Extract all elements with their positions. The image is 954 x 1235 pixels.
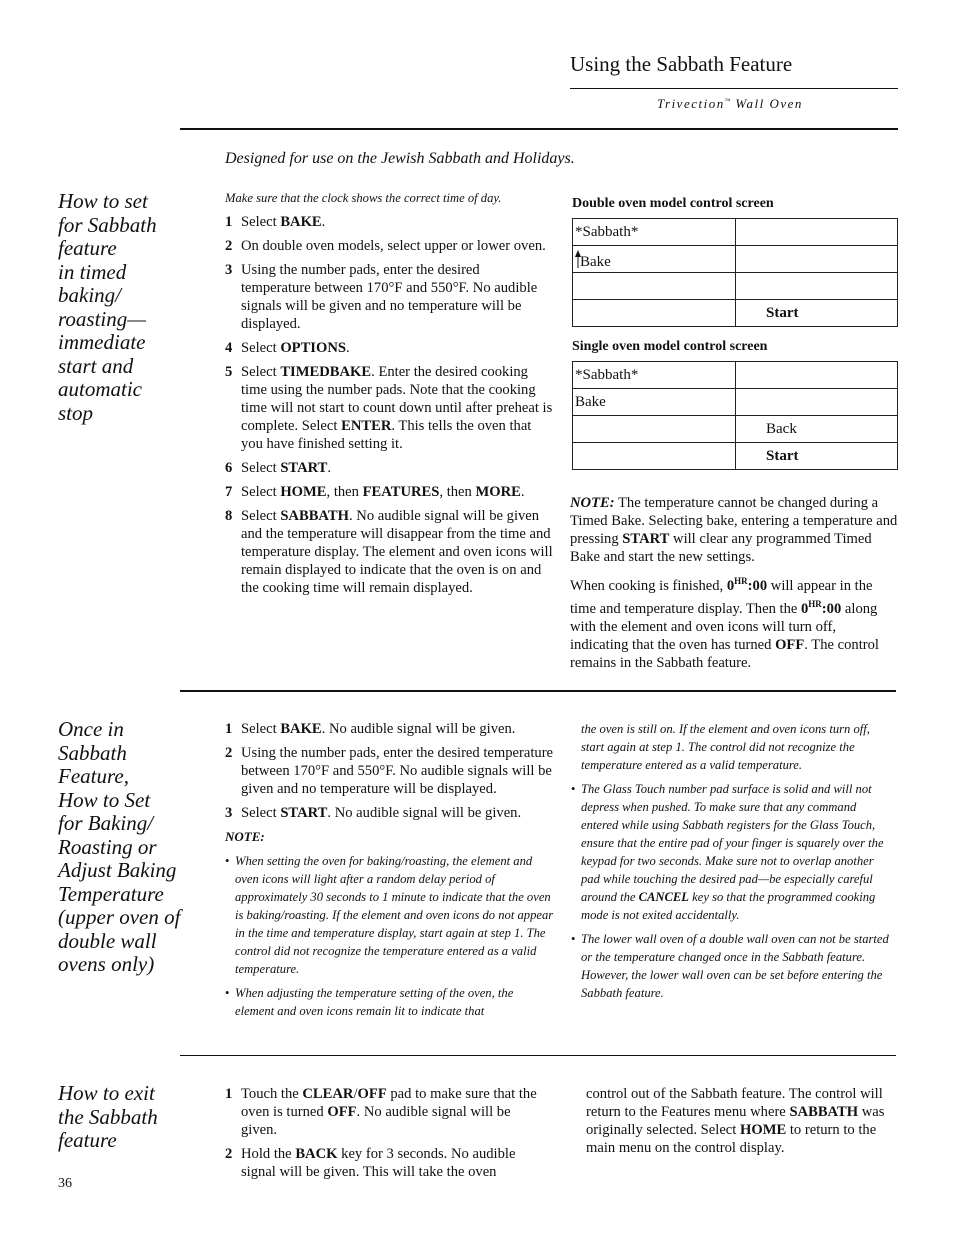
text-run: Select [241,214,281,230]
subtitle-tail: Wall Oven [730,96,803,111]
screen-left-label: Bake [575,393,606,410]
text-run: Using the number pads, enter the desired temperature between 170°F and 550°F. No audible signals will be given and no temperature will be displayed. [241,262,538,332]
text-run: Select [241,460,281,476]
step-number: 6 [225,460,233,476]
step-text [241,238,546,254]
screen-row [573,300,898,327]
bullet-glass-touch [571,780,893,924]
section1-notes [570,494,898,678]
step-text [241,721,515,737]
heading-line: stop [58,400,94,425]
screen-right-cell [736,362,898,389]
text-run: Touch the [241,1086,303,1102]
step-number: 4 [225,340,233,356]
selection-cursor-icon [575,250,580,266]
heading-line: for Sabbath [58,212,157,237]
product-subtitle [657,96,803,112]
text-run: . This tells the oven that you have finished setting it. [241,418,532,452]
text-run: Hold the [241,1146,296,1162]
step-text [241,364,552,452]
step-text [241,262,537,332]
screen-row [573,416,898,443]
text-run: control out of the Sabbath feature. The control will return to the Features menu where [586,1086,883,1120]
heading-line: (upper oven of [58,905,181,929]
bold-term: BAKE [280,721,322,737]
text-run: Select [241,508,281,524]
step-item [225,507,553,597]
bold-term: CANCEL [638,890,689,904]
clock-note: Make sure that the clock shows the correct time of day. [225,191,502,205]
bullet-lower-oven: • The lower wall oven of a double wall oven can not be started or the temperature changed once in the Sabbath feature. However, the lower wall oven can be set before entering the Sabbath feature. [571,930,893,1002]
bold-term: FEATURES [362,484,440,500]
text-run: On double oven models, select upper or lower oven. [241,238,546,254]
bold-term: BACK [295,1146,338,1162]
heading-line: roasting— [58,306,146,331]
section-divider [180,1055,896,1056]
screen-left-label: Bake [580,253,611,270]
screen-right-cell[interactable] [736,443,898,470]
step-text [241,745,553,797]
bold-term: SABBATH [280,508,349,524]
heading-line: feature [58,1128,117,1152]
text-run: was originally selected. Select [586,1104,885,1138]
section3-heading [58,1082,208,1153]
heading-line: How to exit [58,1081,155,1105]
text-run: . No audible signal will be given. [321,721,516,737]
step-text [241,340,350,356]
text-run: key for 3 seconds. No audible signal will be given. This will take the oven [241,1146,516,1180]
text-run: . [321,214,326,230]
text-run: / [353,1086,358,1102]
step-text [241,214,325,230]
text-run: When cooking is finished, [570,577,727,594]
step-item [225,363,553,453]
text-run: . No audible signal will be given. [241,1104,511,1138]
heading-line: feature [58,236,117,260]
bold-term: OPTIONS [280,340,346,356]
finish-paragraph [570,572,898,672]
bullet-baking-roasting: • When setting the oven for baking/roasting, the element and oven icons will light after a random delay period of approximately 30 seconds to 1 minute to indicate that the oven is baking/roasting. If the element and oven icons do not appear in the time and temperature display, start again at step 1. The control did not recognize the temperature entered as a valid temperature. [225,852,555,978]
screen-left-cell [573,416,736,443]
section2-note-label: NOTE: [225,829,265,844]
bold-term: HOME [740,1122,787,1138]
step-item [225,339,553,357]
section2-heading [58,718,208,977]
heading-line: start and [58,353,134,378]
section1-steps [225,213,553,597]
bold-term: OFF [357,1086,387,1102]
heading-line: the Sabbath [58,1104,158,1129]
text-run: along with the element and oven icons will turn off, indicating that the oven has turned [570,600,878,653]
text-run: will appear in the time and temperature display. Then the [570,577,873,617]
single-oven-screen [572,361,898,470]
bold-term: :00 [821,600,842,617]
step-text [241,460,331,476]
text-run: to return to the main menu on the control display. [586,1122,877,1156]
screen-right-label: Back [766,420,797,437]
step-text [241,508,553,596]
heading-line: How to set [58,189,148,213]
section2-left-column [225,720,555,1026]
text-run: pad to make sure that the oven is turned [241,1086,537,1120]
step-item [225,744,555,798]
section3-continuation [586,1085,900,1157]
bold-term: ENTER [341,418,392,434]
step-number: 2 [225,238,233,254]
bold-term: TIMEDBAKE [280,364,372,380]
heading-line: Once in [58,717,124,741]
text-run: Using the number pads, enter the desired temperature between 170°F and 550°F. No audible signals will be given and no temperature will be displayed. [241,745,554,797]
bold-term: CLEAR [302,1086,354,1102]
heading-line: How to Set [58,787,151,812]
screen-left-cell[interactable] [573,246,736,273]
page-title: Using the Sabbath Feature [570,52,793,76]
screen-row [573,362,898,389]
heading-line: double wall [58,928,157,953]
bold-term: BAKE [280,214,322,230]
hour-superscript: HR [734,576,748,586]
bold-term: OFF [775,636,805,653]
screen-left-cell[interactable] [573,219,736,246]
step-number: 3 [225,805,233,821]
screen-row [573,246,898,273]
page-number: 36 [58,1176,72,1191]
bold-term: START [280,460,328,476]
single-oven-label: Single oven model control screen [572,339,768,354]
heading-line: immediate [58,330,146,354]
screen-right-cell [736,389,898,416]
bold-term: SABBATH [789,1104,859,1120]
step-number: 1 [225,1086,233,1102]
bold-term: MORE [475,484,521,500]
subtitle-brand: Trivection [657,96,725,111]
double-oven-label: Double oven model control screen [572,196,774,211]
timed-bake-note [570,494,898,566]
heading-line: Feature, [58,764,129,788]
section1-heading [58,190,208,425]
step-item [225,261,553,333]
bold-term: 0 [801,600,809,617]
screen-right-cell [736,246,898,273]
step-text [241,805,521,821]
text-run: Select [241,805,281,821]
screen-left-cell[interactable] [573,362,736,389]
timed-bake-note-text [570,495,897,565]
text-run: . [520,484,525,500]
step-item [225,237,553,255]
step-number: 2 [225,1146,233,1162]
bold-term: OFF [327,1104,357,1120]
step-number: 2 [225,745,233,761]
hour-superscript: HR [808,598,822,609]
text-run: The temperature cannot be changed during a Timed Bake. Selecting bake, entering a temperature and pressing [570,495,898,547]
text-run: , then [439,484,476,500]
screen-right-label: Start [766,447,799,464]
screen-row [573,219,898,246]
screen-right-cell[interactable] [736,300,898,327]
screen-right-cell [736,273,898,300]
screen-left-label: *Sabbath* [575,366,639,383]
step-text [241,1086,537,1138]
bullet-adjusting-temp-cont: the oven is still on. If the element and oven icons turn off, start again at step 1. The control did not recognize the temperature entered as a valid temperature. [581,722,870,772]
bullet-adjusting-temp: • When adjusting the temperature setting of the oven, the element and oven icons remain lit to indicate that [225,984,555,1020]
heading-line: ovens only) [58,952,155,976]
trademark-mark: ™ [724,98,731,105]
text-run: . No audible signal will be given and the temperature will disappear from the time and temperature display. The element and oven icons will remain displayed to indicate that the oven is on and the cooking time will remain displayed. [241,508,553,596]
screen-row [573,443,898,470]
bold-term: :00 [747,577,768,594]
heading-line: Adjust Baking [58,858,177,882]
bold-term: 0 [726,577,735,594]
step-item [225,1145,547,1181]
step-number: 8 [225,508,233,524]
step-item [225,720,555,738]
text-run: will clear any programmed Timed Bake and start the new settings. [570,531,872,565]
control-screens [572,196,898,470]
screen-left-cell[interactable] [573,389,736,416]
screen-left-cell [573,273,736,300]
text-run: The Glass Touch number pad surface is solid and will not depress when pushed. To make sure that any command entered while using Sabbath registers for the Glass Touch, ensure that the entire pad of your finger is squarely over the keypad for two seconds. Make sure not to overlap another pad while touching the desired pad—be especially careful around the [581,782,884,904]
heading-line: for Baking/ [58,811,154,835]
heading-line: baking/ [58,283,121,307]
step-text [241,1146,515,1180]
section3-steps-column [225,1085,547,1187]
section-divider [180,690,896,692]
text-run: . The control remains in the Sabbath feature. [570,636,879,671]
text-run: . No audible signal will be given. [327,805,522,821]
step-number: 5 [225,364,233,380]
step-item [225,483,553,501]
text-run: . [327,460,332,476]
double-oven-screen [572,218,898,327]
heading-line: Temperature [58,881,164,906]
step-number: 1 [225,721,233,737]
screen-left-label: *Sabbath* [575,223,639,240]
screen-left-cell [573,300,736,327]
heading-line: in timed [58,259,127,284]
bold-term: HOME [280,484,327,500]
screen-row [573,273,898,300]
bold-term: START [280,805,328,821]
note-label: NOTE: [570,495,615,511]
text-run: Select [241,721,281,737]
text-run: Select [241,364,281,380]
bold-term: START [622,531,670,547]
step-item [225,213,553,231]
section2-right-column [571,720,893,1008]
intro-text: Designed for use on the Jewish Sabbath and Holidays. [225,150,575,167]
text-run: . [346,340,350,356]
screen-row [573,389,898,416]
section-divider [180,128,898,130]
text-run: Select [241,484,281,500]
step-number: 7 [225,484,233,500]
step-text [241,484,525,500]
screen-right-cell [736,219,898,246]
heading-line: Sabbath [58,740,127,765]
step-item [225,804,555,822]
heading-line: automatic [58,377,142,401]
screen-right-cell[interactable] [736,416,898,443]
step-item [225,459,553,477]
section1-steps-column [225,189,553,603]
text-run: key so that the programmed cooking mode is not exited accidentally. [581,890,876,922]
step-item [225,1085,547,1139]
section3-steps [225,1085,547,1181]
text-run: , then [326,484,363,500]
section2-steps [225,720,555,822]
step-number: 3 [225,262,233,278]
screen-right-label: Start [766,304,799,321]
text-run: Select [241,340,281,356]
text-run: . Enter the desired cooking time using the number pads. Note that the cooking time will not start to count down until after preheat is complete. Select [241,364,553,434]
screen-left-cell [573,443,736,470]
title-rule [570,88,898,89]
heading-line: Roasting or [58,834,157,859]
step-number: 1 [225,214,233,230]
